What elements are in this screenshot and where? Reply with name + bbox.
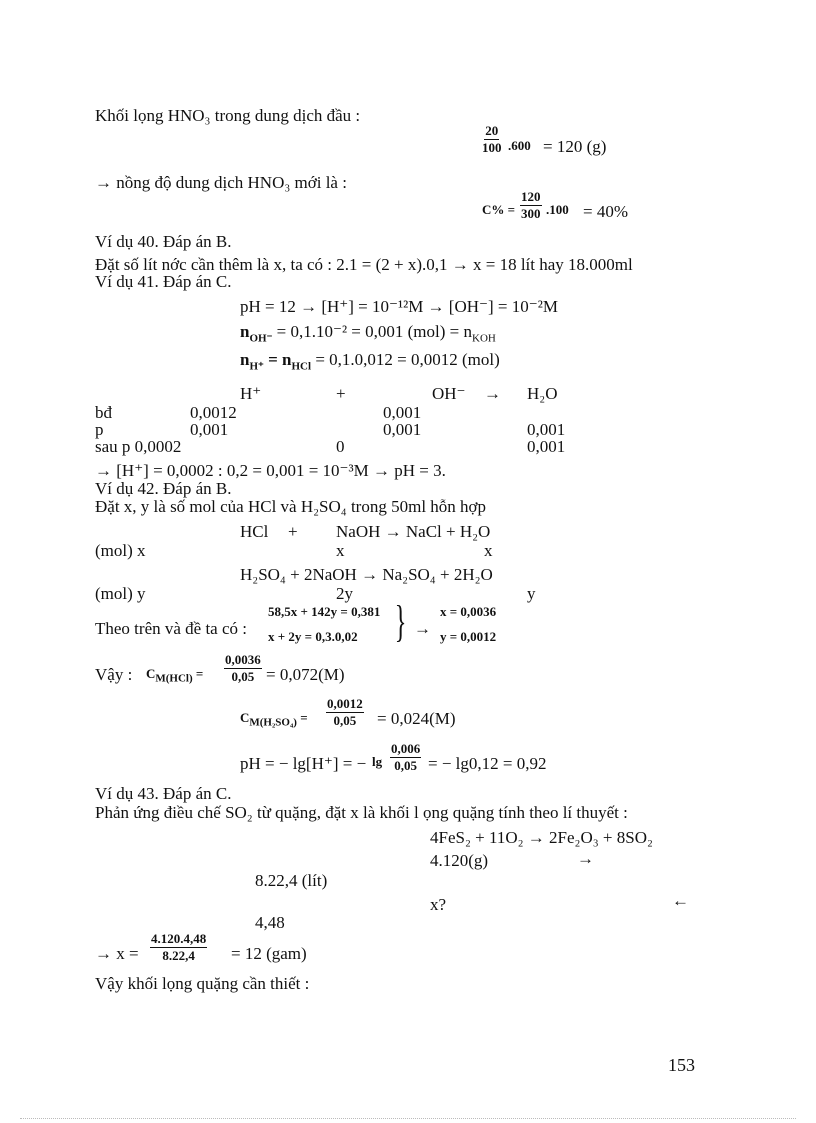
subscript: M(HCl) — [155, 672, 193, 685]
page-number: 153 — [668, 1055, 695, 1075]
text: pH = − lg[H⁺] = − — [240, 754, 367, 773]
text: → x = — [95, 944, 139, 963]
denominator: 0,05 — [333, 712, 357, 728]
cell: 0,001 — [527, 437, 566, 456]
equation: x + 2y = 0,3.0,02 — [268, 629, 358, 644]
text-line: Ví dụ 43. Đáp án C. — [95, 784, 232, 803]
denominator: 300 — [521, 205, 541, 221]
cell: 0,001 — [527, 420, 566, 439]
text-line: → [H⁺] = 0,0002 : 0,2 = 0,001 = 10⁻³M → pH = 3. — [95, 461, 446, 480]
divider — [20, 1118, 796, 1119]
fraction — [150, 932, 207, 962]
cell: + — [288, 522, 298, 541]
cell: 0,0012 — [190, 403, 237, 422]
text: = — [300, 710, 308, 725]
cell: OH⁻ — [432, 384, 466, 403]
cell: (mol) x — [95, 541, 146, 560]
text: = 0,024(M) — [377, 709, 456, 728]
text-line: → nồng độ dung dịch HNO₃ mới là : — [95, 173, 347, 192]
denominator: 0,05 — [231, 668, 255, 684]
fraction — [390, 742, 421, 772]
text: = n — [268, 350, 292, 369]
formula — [240, 710, 308, 729]
cell: x? — [430, 895, 447, 914]
text: = 12 (gam) — [231, 944, 307, 963]
cell: H⁺ — [240, 384, 262, 403]
brace: } — [394, 597, 407, 646]
text-line: Đặt số lít nớc cần thêm là x, ta có : 2.1 = (2 + x).0,1 → x = 18 lít hay 18.000ml — [95, 255, 633, 274]
text: C% = — [482, 202, 516, 217]
cell: y — [527, 584, 536, 603]
numerator: 0,006 — [391, 741, 421, 756]
text: .100 — [546, 202, 569, 217]
symbol: C — [146, 666, 156, 681]
denominator: 8.22,4 — [162, 947, 195, 963]
result: x = 0,0036 — [440, 604, 497, 619]
formula-line — [240, 322, 496, 345]
numerator: 4.120.4,48 — [151, 931, 207, 946]
formula — [146, 666, 204, 685]
text-line: Ví dụ 42. Đáp án B. — [95, 479, 232, 498]
cell: + — [336, 384, 346, 403]
cell: bđ — [95, 403, 112, 422]
cell: (mol) y — [95, 584, 146, 603]
formula-line — [240, 350, 500, 373]
arrow: ← — [672, 891, 689, 910]
text-line: Vậy khối lọng quặng cần thiết : — [95, 974, 310, 993]
cell: → — [484, 384, 501, 403]
text: = 40% — [583, 202, 628, 221]
text-line: Phản ứng điều chế SO₂ từ quặng, đặt x là khối l ọng quặng tính theo lí thuyết : — [95, 803, 628, 822]
numerator: 120 — [521, 189, 541, 204]
equation: 58,5x + 142y = 0,381 — [268, 604, 381, 619]
result: y = 0,0012 — [440, 629, 497, 644]
cell: 0,001 — [383, 403, 422, 422]
arrow: → — [414, 619, 431, 638]
cell: sau p 0,0002 — [95, 437, 182, 456]
denominator: 100 — [482, 139, 502, 155]
subscript: OH⁻ — [249, 332, 273, 345]
text-line: Khối lọng HNO₃ trong dung dịch đầu : — [95, 106, 361, 125]
equation: 4FeS₂ + 11O₂ → 2Fe₂O₃ + 8SO₂ — [430, 828, 653, 847]
subscript: H⁺ — [249, 360, 264, 373]
text: = 0,1.0,012 = 0,0012 (mol) — [315, 350, 500, 369]
numerator: 0,0012 — [327, 696, 363, 711]
text-line: Ví dụ 40. Đáp án B. — [95, 232, 232, 251]
text: = 0,072(M) — [266, 665, 345, 684]
text: = — [195, 666, 204, 681]
numerator: 0,0036 — [225, 652, 261, 667]
text-line: pH = 12 → [H⁺] = 10⁻¹²M → [OH⁻] = 10⁻²M — [240, 297, 558, 316]
text: = − lg0,12 = 0,92 — [428, 754, 547, 773]
fraction — [482, 124, 502, 154]
fraction — [326, 697, 364, 727]
cell: 2y — [336, 584, 353, 603]
cell: x — [484, 541, 493, 560]
cell: 8.22,4 (lít) — [255, 871, 328, 890]
arrow: → — [577, 849, 594, 868]
symbol: n — [240, 322, 250, 341]
cell: 4.120(g) — [430, 851, 489, 870]
text: = 120 (g) — [543, 137, 607, 156]
equation: H₂SO₄ + 2NaOH → Na₂SO₄ + 2H₂O — [240, 565, 493, 584]
subscript: KOH — [472, 332, 496, 345]
cell: NaOH → NaCl + H₂O — [336, 522, 491, 541]
cell: 0,001 — [190, 420, 229, 439]
fraction — [224, 653, 262, 683]
cell: p — [95, 420, 104, 439]
denominator: 0,05 — [394, 757, 417, 773]
text: Vậy : — [95, 665, 133, 684]
cell: 0 — [336, 437, 345, 456]
fraction — [520, 190, 542, 220]
text: Theo trên và đề ta có : — [95, 619, 247, 638]
text: = 0,1.10⁻² = 0,001 (mol) = n — [276, 322, 472, 341]
symbol: n — [240, 350, 250, 369]
symbol: C — [240, 710, 250, 725]
cell: 4,48 — [255, 913, 285, 932]
cell: x — [336, 541, 345, 560]
text-line: Đặt x, y là số mol của HCl và H₂SO₄ trong 50ml hỗn hợp — [95, 497, 487, 516]
cell: 0,001 — [383, 420, 422, 439]
cell: HCl — [240, 522, 269, 541]
text: lg — [372, 754, 383, 769]
subscript: M(H₂SO₄) — [249, 716, 297, 729]
cell: H₂O — [527, 384, 558, 403]
text-line: Ví dụ 41. Đáp án C. — [95, 272, 232, 291]
numerator: 20 — [485, 123, 499, 138]
text: .600 — [508, 138, 531, 153]
subscript: HCl — [291, 360, 312, 373]
